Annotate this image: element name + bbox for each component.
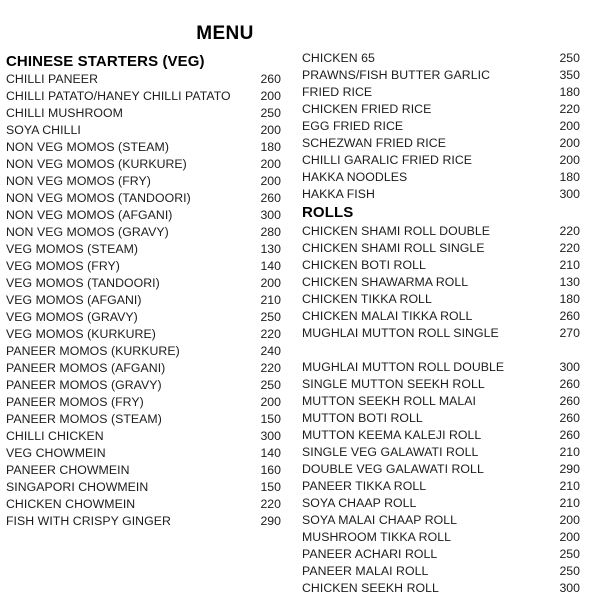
menu-item-name: PANEER MALAI ROLL — [302, 564, 429, 578]
menu-item-name: HAKKA NOODLES — [302, 170, 408, 184]
menu-item-name: PANEER CHOWMEIN — [6, 463, 130, 477]
menu-item-row — [6, 88, 291, 105]
menu-item-name: MUTTON BOTI ROLL — [302, 411, 423, 425]
menu-item-price: 210 — [260, 293, 281, 307]
page-title: MENU — [196, 23, 254, 44]
menu-item-name: VEG MOMOS (AFGANI) — [6, 293, 142, 307]
menu-item-row — [302, 67, 594, 84]
menu-item-price: 350 — [559, 68, 580, 82]
menu-item-price: 180 — [260, 140, 281, 154]
menu-item-price: 180 — [559, 292, 580, 306]
menu-item-price: 260 — [559, 309, 580, 323]
menu-item-name: CHILLI PATATO/HANEY CHILLI PATATO — [6, 89, 231, 103]
menu-item-price: 200 — [559, 513, 580, 527]
menu-item-price: 220 — [559, 241, 580, 255]
menu-item-price: 200 — [260, 89, 281, 103]
menu-item-row — [6, 173, 291, 190]
menu-item-row — [6, 258, 291, 275]
menu-item-price: 160 — [260, 463, 281, 477]
menu-item-price: 130 — [559, 275, 580, 289]
menu-item-row — [302, 118, 594, 135]
menu-item-name: SCHEZWAN FRIED RICE — [302, 136, 446, 150]
menu-item-row — [302, 444, 594, 461]
menu-item-row — [6, 309, 291, 326]
menu-item-name: CHICKEN 65 — [302, 51, 375, 65]
menu-item-name: NON VEG MOMOS (GRAVY) — [6, 225, 169, 239]
menu-item-price: 290 — [260, 514, 281, 528]
menu-item-name: CHICKEN SHAMI ROLL SINGLE — [302, 241, 485, 255]
menu-item-price: 300 — [559, 187, 580, 201]
menu-item-price: 240 — [260, 344, 281, 358]
menu-item-name: SINGLE VEG GALAWATI ROLL — [302, 445, 479, 459]
menu-item-row — [6, 394, 291, 411]
menu-item-row — [302, 461, 594, 478]
menu-item-row — [302, 186, 594, 203]
menu-item-price: 180 — [559, 85, 580, 99]
menu-item-row — [6, 241, 291, 258]
menu-item-row — [302, 223, 594, 240]
menu-item-row — [6, 343, 291, 360]
menu-item-row — [302, 50, 594, 67]
menu-item-name: VEG MOMOS (GRAVY) — [6, 310, 138, 324]
menu-item-row — [6, 411, 291, 428]
menu-item-row — [6, 292, 291, 309]
menu-item-name: VEG MOMOS (STEAM) — [6, 242, 139, 256]
menu-item-row — [302, 563, 594, 580]
menu-item-price: 200 — [260, 276, 281, 290]
menu-item-row — [6, 479, 291, 496]
menu-item-name: VEG MOMOS (KURKURE) — [6, 327, 156, 341]
menu-item-price: 260 — [559, 394, 580, 408]
menu-item-row — [302, 84, 594, 101]
menu-item-price: 150 — [260, 412, 281, 426]
menu-item-price: 210 — [559, 496, 580, 510]
menu-item-price: 250 — [559, 51, 580, 65]
menu-item-name: CHICKEN BOTI ROLL — [302, 258, 426, 272]
menu-item-name: NON VEG MOMOS (FRY) — [6, 174, 151, 188]
menu-item-price: 180 — [559, 170, 580, 184]
menu-item-row — [302, 152, 594, 169]
menu-item-row — [6, 377, 291, 394]
menu-item-row — [302, 580, 594, 597]
menu-item-row — [302, 169, 594, 186]
menu-item-name: CHICKEN SHAWARMA ROLL — [302, 275, 469, 289]
menu-item-name: FISH WITH CRISPY GINGER — [6, 514, 171, 528]
menu-item-price: 260 — [559, 411, 580, 425]
menu-item-name: MUGHLAI MUTTON ROLL DOUBLE — [302, 360, 505, 374]
menu-item-name: VEG CHOWMEIN — [6, 446, 106, 460]
menu-item-name: PANEER MOMOS (STEAM) — [6, 412, 162, 426]
menu-item-name: CHICKEN FRIED RICE — [302, 102, 432, 116]
menu-item-price: 140 — [260, 446, 281, 460]
menu-item-row — [6, 428, 291, 445]
menu-item-name: CHICKEN CHOWMEIN — [6, 497, 136, 511]
menu-column-right — [302, 50, 594, 597]
menu-item-row — [6, 360, 291, 377]
menu-item-row — [302, 240, 594, 257]
menu-item-row — [6, 445, 291, 462]
menu-item-name: MUSHROOM TIKKA ROLL — [302, 530, 451, 544]
menu-item-row — [302, 495, 594, 512]
menu-item-row — [6, 496, 291, 513]
menu-item-name: PANEER ACHARI ROLL — [302, 547, 438, 561]
menu-column-left — [6, 52, 291, 530]
menu-item-price: 200 — [260, 157, 281, 171]
menu-item-price: 200 — [559, 153, 580, 167]
menu-item-price: 270 — [559, 326, 580, 340]
menu-item-row — [302, 376, 594, 393]
menu-item-row — [302, 291, 594, 308]
menu-item-row — [302, 135, 594, 152]
menu-item-price: 260 — [559, 428, 580, 442]
menu-item-name: VEG MOMOS (TANDOORI) — [6, 276, 160, 290]
menu-item-row — [6, 122, 291, 139]
menu-item-name: NON VEG MOMOS (STEAM) — [6, 140, 169, 154]
menu-item-spacer — [302, 342, 594, 359]
menu-item-price: 250 — [559, 547, 580, 561]
menu-item-price: 220 — [559, 224, 580, 238]
menu-item-name: PANEER TIKKA ROLL — [302, 479, 427, 493]
menu-item-row — [6, 156, 291, 173]
menu-item-name: SINGLE MUTTON SEEKH ROLL — [302, 377, 485, 391]
menu-item-row — [6, 326, 291, 343]
menu-item-row — [302, 101, 594, 118]
menu-item-price: 200 — [559, 119, 580, 133]
menu-item-name: SOYA CHILLI — [6, 123, 81, 137]
menu-item-price: 210 — [559, 479, 580, 493]
menu-item-row — [302, 529, 594, 546]
menu-item-price: 220 — [260, 361, 281, 375]
menu-item-price: 200 — [559, 136, 580, 150]
menu-item-row — [302, 478, 594, 495]
menu-item-name: CHICKEN MALAI TIKKA ROLL — [302, 309, 473, 323]
menu-item-price: 300 — [260, 429, 281, 443]
menu-item-name: PRAWNS/FISH BUTTER GARLIC — [302, 68, 490, 82]
menu-item-price: 300 — [559, 581, 580, 595]
menu-item-name: SINGAPORI CHOWMEIN — [6, 480, 149, 494]
menu-item-name: DOUBLE VEG GALAWATI ROLL — [302, 462, 484, 476]
menu-item-name: PANEER MOMOS (GRAVY) — [6, 378, 162, 392]
menu-item-price: 150 — [260, 480, 281, 494]
menu-item-name: CHILLI MUSHROOM — [6, 106, 123, 120]
menu-item-row — [302, 512, 594, 529]
menu-item-row — [6, 513, 291, 530]
menu-item-name: CHILLI GARALIC FRIED RICE — [302, 153, 473, 167]
menu-item-name: NON VEG MOMOS (KURKURE) — [6, 157, 187, 171]
menu-item-price: 260 — [260, 72, 281, 86]
menu-item-name: CHILLI CHICKEN — [6, 429, 104, 443]
menu-item-name: VEG MOMOS (FRY) — [6, 259, 120, 273]
menu-item-price: 220 — [559, 102, 580, 116]
menu-item-name: CHICKEN SHAMI ROLL DOUBLE — [302, 224, 491, 238]
menu-item-price: 200 — [559, 530, 580, 544]
menu-item-name: MUGHLAI MUTTON ROLL SINGLE — [302, 326, 499, 340]
menu-item-row — [6, 275, 291, 292]
menu-item-name: CHICKEN TIKKA ROLL — [302, 292, 432, 306]
menu-item-row — [6, 207, 291, 224]
menu-item-row — [6, 190, 291, 207]
section-heading: CHINESE STARTERS (VEG) — [6, 53, 205, 70]
menu-item-price: 200 — [260, 174, 281, 188]
menu-item-name: PANEER MOMOS (KURKURE) — [6, 344, 180, 358]
menu-item-row — [6, 139, 291, 156]
menu-item-name: PANEER MOMOS (FRY) — [6, 395, 144, 409]
menu-item-name: CHICKEN SEEKH ROLL — [302, 581, 439, 595]
menu-item-row — [302, 410, 594, 427]
menu-item-price: 260 — [559, 377, 580, 391]
menu-item-price: 300 — [559, 360, 580, 374]
menu-item-name: MUTTON KEEMA KALEJI ROLL — [302, 428, 482, 442]
menu-item-row — [6, 224, 291, 241]
section-heading: ROLLS — [302, 204, 354, 221]
menu-item-name: FRIED RICE — [302, 85, 373, 99]
menu-item-row — [302, 359, 594, 376]
menu-item-row — [302, 308, 594, 325]
menu-item-price: 260 — [260, 191, 281, 205]
menu-item-name: HAKKA FISH — [302, 187, 375, 201]
menu-item-row — [6, 105, 291, 122]
menu-item-price: 250 — [260, 106, 281, 120]
menu-item-price: 250 — [260, 378, 281, 392]
menu-item-price: 210 — [559, 258, 580, 272]
menu-item-price: 300 — [260, 208, 281, 222]
menu-item-row — [302, 427, 594, 444]
menu-item-row — [302, 257, 594, 274]
menu-item-price: 130 — [260, 242, 281, 256]
menu-item-price: 290 — [559, 462, 580, 476]
menu-item-name: EGG FRIED RICE — [302, 119, 404, 133]
menu-item-name: NON VEG MOMOS (AFGANI) — [6, 208, 173, 222]
menu-item-name: CHILLI PANEER — [6, 72, 98, 86]
menu-item-price: 220 — [260, 327, 281, 341]
menu-item-price: 280 — [260, 225, 281, 239]
menu-item-price: 200 — [260, 123, 281, 137]
menu-item-name: NON VEG MOMOS (TANDOORI) — [6, 191, 191, 205]
menu-item-name: SOYA MALAI CHAAP ROLL — [302, 513, 458, 527]
menu-item-name: SOYA CHAAP ROLL — [302, 496, 417, 510]
menu-item-price: 220 — [260, 497, 281, 511]
menu-item-row — [302, 274, 594, 291]
menu-item-row — [302, 325, 594, 342]
menu-item-row — [6, 71, 291, 88]
menu-item-price: 200 — [260, 395, 281, 409]
menu-item-row — [302, 393, 594, 410]
menu-item-row — [6, 462, 291, 479]
menu-item-name: PANEER MOMOS (AFGANI) — [6, 361, 166, 375]
menu-item-name: MUTTON SEEKH ROLL MALAI — [302, 394, 477, 408]
menu-item-price: 210 — [559, 445, 580, 459]
menu-item-price: 140 — [260, 259, 281, 273]
menu-item-price: 250 — [260, 310, 281, 324]
menu-item-price: 250 — [559, 564, 580, 578]
